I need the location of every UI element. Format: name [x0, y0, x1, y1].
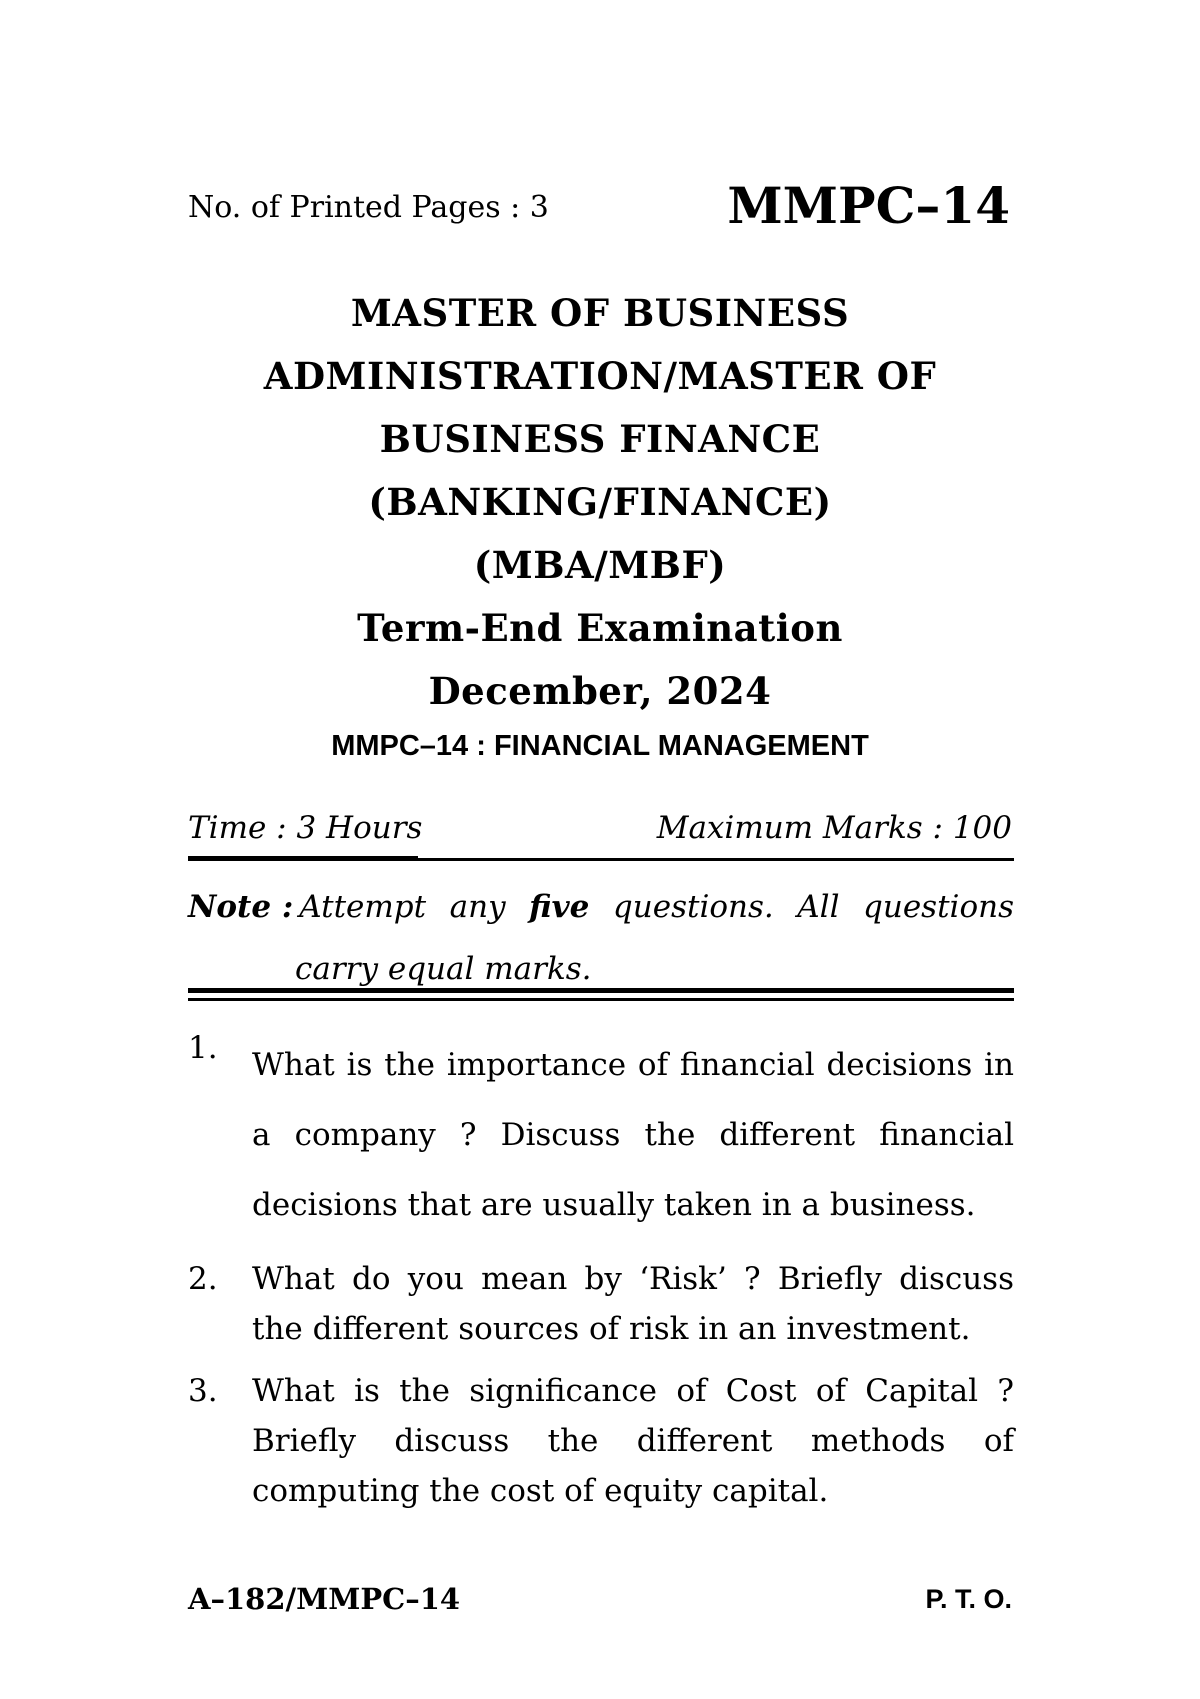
title-line: BUSINESS FINANCE — [379, 417, 821, 461]
title-line: (MBA/MBF) — [473, 543, 727, 587]
double-rule-top — [188, 988, 1014, 993]
paper-code-footer: A–182/MMPC–14 — [188, 1582, 461, 1616]
note-text-part: Attempt any — [299, 889, 530, 925]
title-line: (BANKING/FINANCE) — [368, 480, 832, 524]
printed-pages-count: No. of Printed Pages : 3 — [188, 190, 549, 225]
question-text: What is the significance of Cost of Capital ? Briefly discuss the different methods of computing the cost of equity capital. — [252, 1373, 1014, 1509]
exam-type: Term-End Examination — [357, 606, 843, 650]
note-text-part: questions. All questions — [589, 889, 1014, 925]
note-emphasis: five — [529, 889, 590, 925]
question-item — [188, 1030, 1014, 1240]
question-number: 1. — [188, 1030, 218, 1066]
divider-rule-accent — [188, 856, 418, 861]
please-turn-over: P. T. O. — [925, 1584, 1012, 1614]
course-code-header: MMPC–14 — [727, 176, 1010, 235]
note-line — [188, 876, 1014, 938]
note-label: Note : — [188, 889, 294, 925]
question-list — [188, 1030, 1014, 1516]
note-line-2: carry equal marks. — [295, 951, 592, 987]
title-line: MASTER OF BUSINESS — [350, 291, 850, 335]
question-number: 2. — [188, 1261, 218, 1297]
exam-date: December, 2024 — [428, 669, 772, 713]
course-title: MMPC–14 : FINANCIAL MANAGEMENT — [331, 730, 869, 762]
maximum-marks: Maximum Marks : 100 — [656, 810, 1012, 846]
title-line: ADMINISTRATION/MASTER OF — [263, 354, 937, 398]
note-text — [299, 876, 1014, 938]
question-number: 3. — [188, 1373, 218, 1409]
question-item — [188, 1366, 1014, 1516]
exam-duration: Time : 3 Hours — [188, 810, 423, 846]
instructions-note — [188, 876, 1014, 1000]
question-text: What is the importance of financial decisions in a company ? Discuss the different financial decisions that are usually taken in a business. — [252, 1047, 1014, 1223]
double-rule-bottom — [188, 998, 1014, 1001]
programme-title — [0, 282, 1200, 723]
question-text: What do you mean by ‘Risk’ ? Briefly discuss the different sources of risk in an investment. — [252, 1261, 1014, 1347]
question-item — [188, 1254, 1014, 1354]
